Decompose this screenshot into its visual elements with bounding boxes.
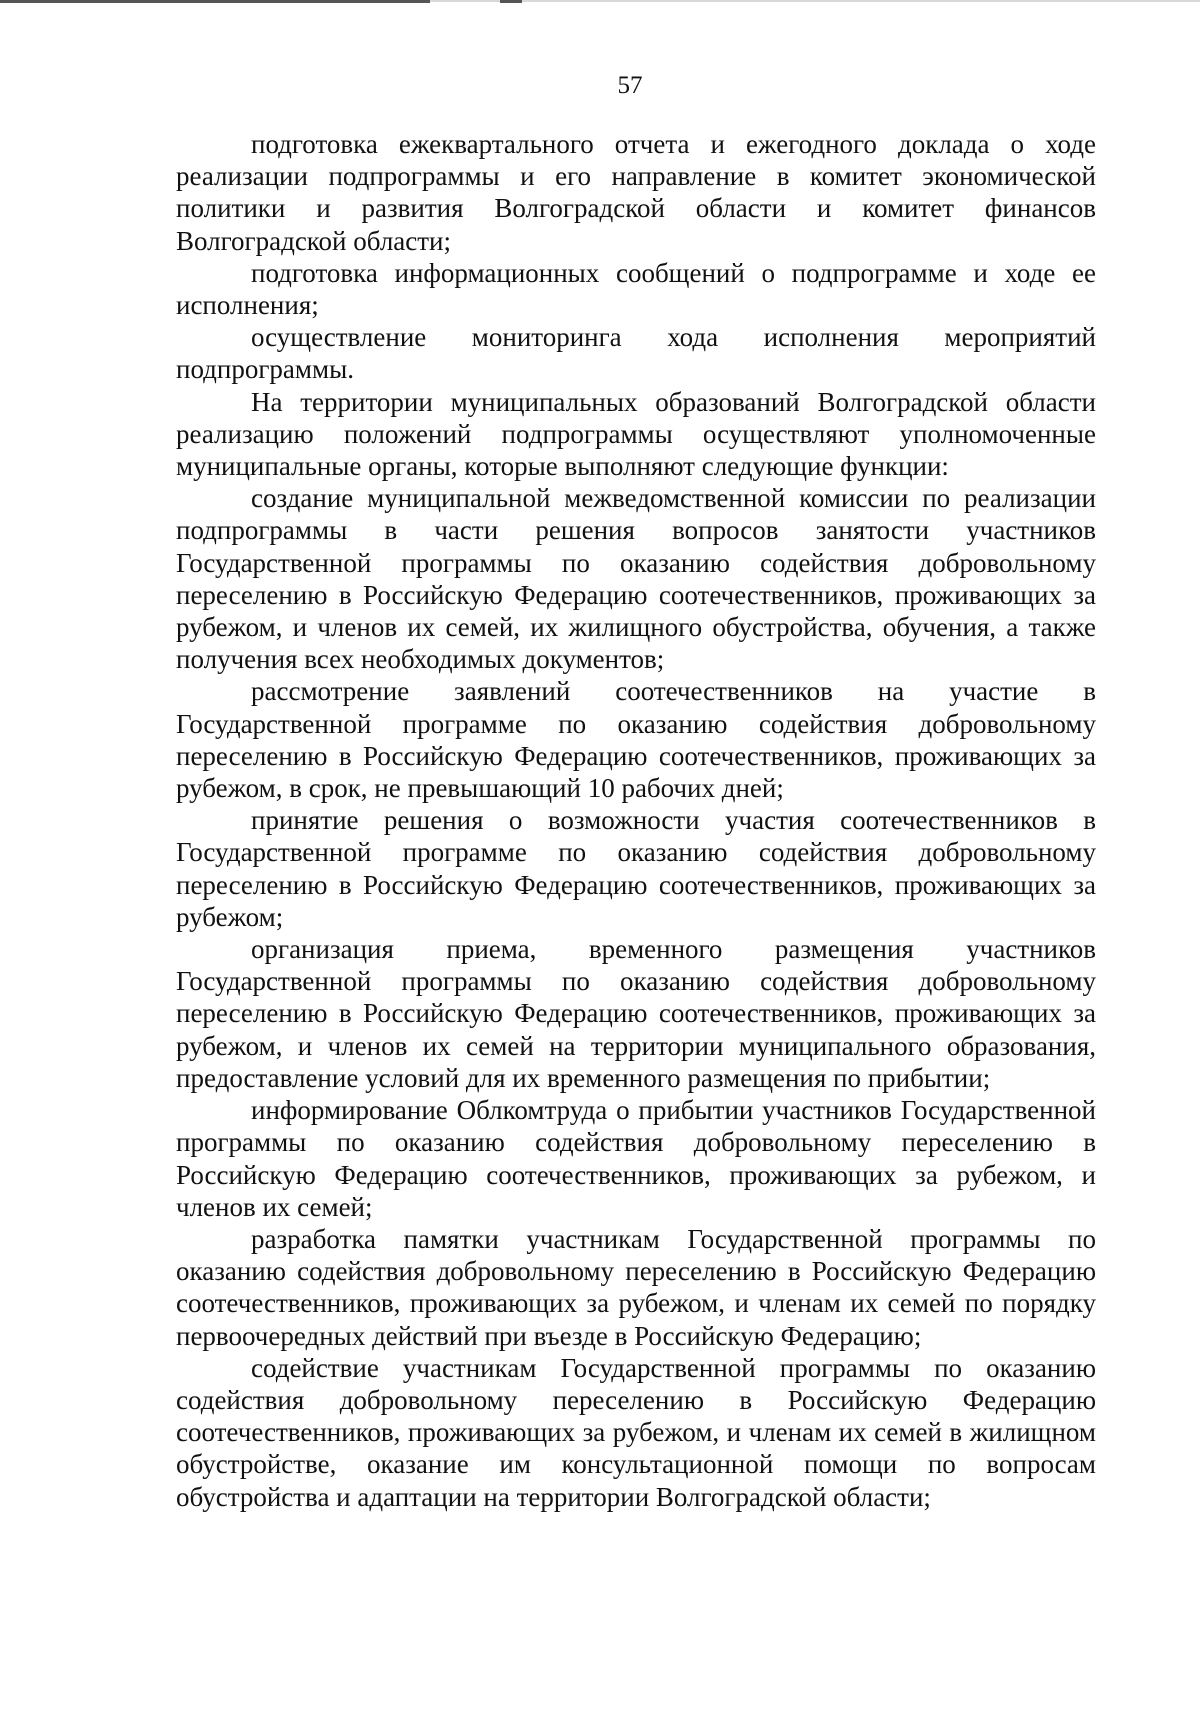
paragraph: создание муниципальной межведомственной комиссии по реализации подпрограммы в части решения вопросов занятости участников Государственной программы по оказанию содействия добровольному переселению в Российскую Федерацию соотечественников, проживающих за рубежом, и членов их семей, их жилищного обустройства, обучения, а также получения всех необходимых документов;	[176, 483, 1096, 675]
paragraph: информирование Облкомтруда о прибытии участников Государственной программы по оказанию содействия добровольному переселению в Российскую Федерацию соотечественников, проживающих за рубежом, и членов их семей;	[176, 1095, 1096, 1222]
paragraph: На территории муниципальных образований Волгоградской области реализацию положений подпрограммы осуществляют уполномоченные муниципальные органы, которые выполняют следующие функции:	[176, 386, 1096, 482]
page-number: 57	[617, 72, 643, 99]
document-body	[176, 128, 1096, 1513]
paragraph: подготовка информационных сообщений о подпрограмме и ходе ее исполнения;	[176, 257, 1096, 321]
paragraph: принятие решения о возможности участия соотечественников в Государственной программе по оказанию содействия добровольному переселению в Российскую Федерацию соотечественников, проживающих за рубежом;	[176, 805, 1096, 932]
paragraph: содействие участникам Государственной программы по оказанию содействия добровольному переселению в Российскую Федерацию соотечественников, проживающих за рубежом, и членам их семей в жилищном обустройстве, оказание им консультационной помощи по вопросам обустройства и адаптации на территории Волгоградской области;	[176, 1352, 1096, 1512]
paragraph: рассмотрение заявлений соотечественников на участие в Государственной программе по оказанию содействия добровольному переселению в Российскую Федерацию соотечественников, проживающих за рубежом, в срок, не превышающий 10 рабочих дней;	[176, 676, 1096, 804]
paragraph: осуществление мониторинга хода исполнения мероприятий подпрограммы.	[176, 322, 1096, 385]
paragraph: подготовка ежеквартального отчета и ежегодного доклада о ходе реализации подпрограммы и его направление в комитет экономической политики и развития Волгоградской области и комитет финансов Волгоградской области;	[176, 129, 1096, 256]
paragraph: организация приема, временного размещения участников Государственной программы по оказанию содействия добровольному переселению в Российскую Федерацию соотечественников, проживающих за рубежом, и членов их семей на территории муниципального образования, предоставление условий для их временного размещения по прибытии;	[176, 934, 1096, 1093]
paragraph: разработка памятки участникам Государственной программы по оказанию содействия добровольному переселению в Российскую Федерацию соотечественников, проживающих за рубежом, и членам их семей по порядку первоочередных действий при въезде в Российскую Федерацию;	[176, 1223, 1096, 1351]
